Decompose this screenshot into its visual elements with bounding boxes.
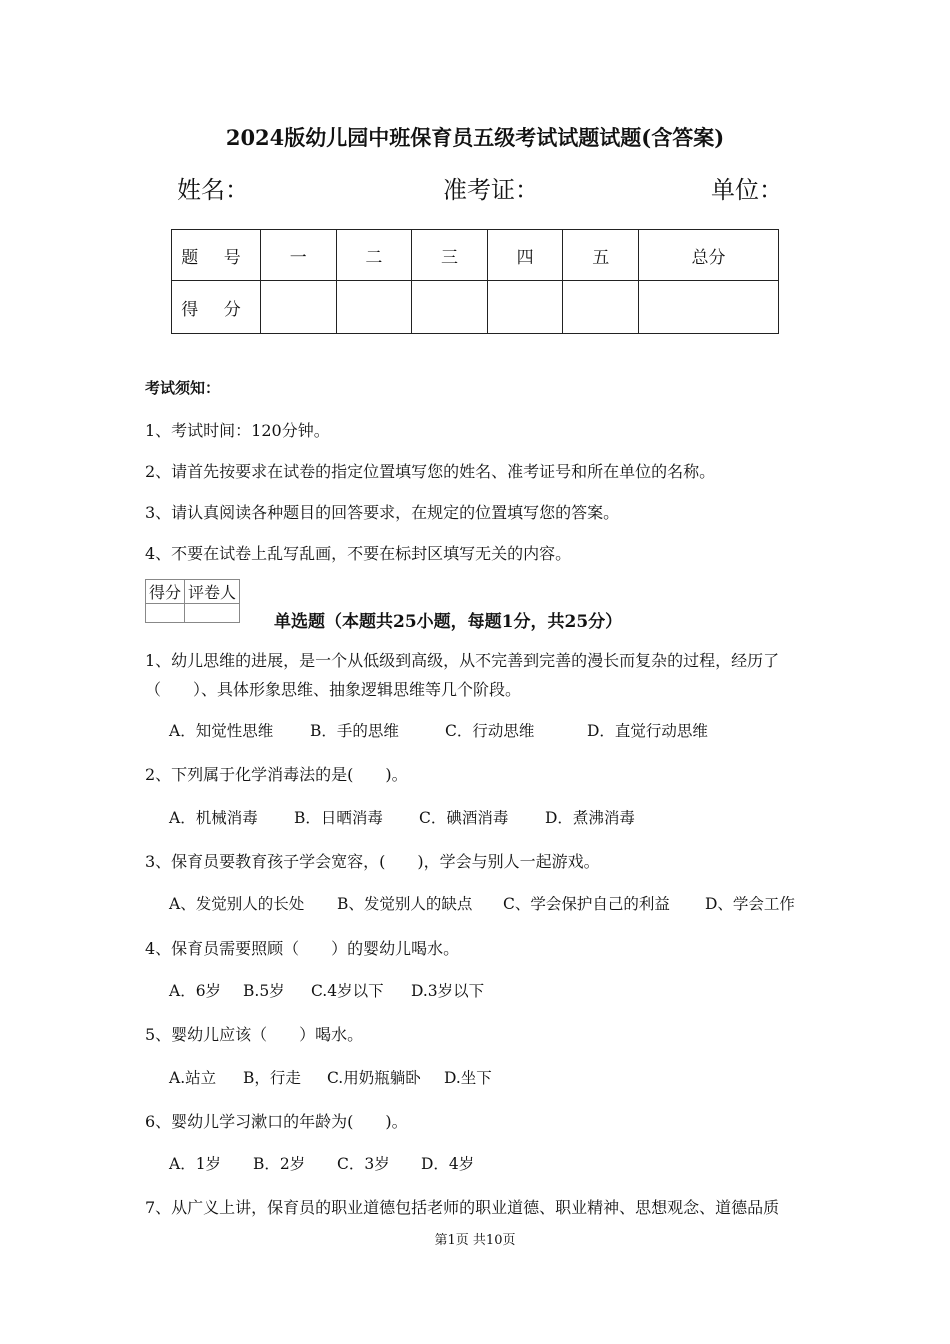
score-table-score-row bbox=[172, 281, 779, 334]
option[interactable]: C．行动思维 bbox=[445, 722, 535, 740]
option[interactable]: D．直觉行动思维 bbox=[587, 722, 708, 740]
option-row bbox=[169, 979, 484, 1001]
question-text: 5、婴幼儿应该（ ）喝水。 bbox=[145, 1025, 364, 1044]
option[interactable]: C、学会保护自己的利益 bbox=[503, 895, 670, 913]
question-text: 4、保育员需要照顾（ ）的婴幼儿喝水。 bbox=[145, 939, 460, 958]
score-input-cell[interactable] bbox=[261, 281, 337, 334]
question-text: 1、幼儿思维的进展，是一个从低级到高级，从不完善到完善的漫长而复杂的过程，经历了 bbox=[145, 651, 780, 670]
notice-item: 2、请首先按要求在试卷的指定位置填写您的姓名、准考证号和所在单位的名称。 bbox=[145, 462, 716, 481]
option[interactable]: D．煮沸消毒 bbox=[545, 809, 635, 827]
score-input-cell[interactable] bbox=[412, 281, 488, 334]
notice-item: 4、不要在试卷上乱写乱画，不要在标封区填写无关的内容。 bbox=[145, 544, 572, 563]
grader-score-label: 得分 bbox=[146, 580, 185, 604]
notice-item: 3、请认真阅读各种题目的回答要求，在规定的位置填写您的答案。 bbox=[145, 503, 620, 522]
option[interactable]: A．知觉性思维 bbox=[169, 722, 274, 740]
question-text: 2、下列属于化学消毒法的是( )。 bbox=[145, 765, 408, 784]
question-text: 3、保育员要教育孩子学会宽容，( )，学会与别人一起游戏。 bbox=[145, 852, 600, 871]
option[interactable]: D.坐下 bbox=[444, 1069, 492, 1087]
page-number: 第1页 共10页 bbox=[434, 1233, 516, 1248]
option[interactable]: B．2岁 bbox=[253, 1155, 306, 1173]
option[interactable]: B．日晒消毒 bbox=[294, 809, 383, 827]
option[interactable]: C．碘酒消毒 bbox=[419, 809, 509, 827]
score-table-cell: 一 bbox=[261, 230, 337, 281]
score-table-cell: 二 bbox=[336, 230, 412, 281]
option[interactable]: B．手的思维 bbox=[310, 722, 399, 740]
score-input-cell[interactable] bbox=[336, 281, 412, 334]
option[interactable]: D．4岁 bbox=[421, 1155, 475, 1173]
option[interactable]: B，行走 bbox=[243, 1069, 301, 1087]
option[interactable]: A．6岁 bbox=[169, 982, 222, 1000]
option[interactable]: A、发觉别人的长处 bbox=[169, 895, 305, 913]
score-table-header-row bbox=[172, 230, 779, 281]
grader-name-label: 评卷人 bbox=[185, 580, 240, 604]
score-table-cell: 得 分 bbox=[172, 281, 261, 334]
option[interactable]: C．3岁 bbox=[337, 1155, 390, 1173]
score-table-cell: 题 号 bbox=[172, 230, 261, 281]
notice-item: 1、考试时间：120分钟。 bbox=[145, 421, 330, 440]
exam-id-label: 准考证： bbox=[443, 176, 539, 204]
score-table-cell: 四 bbox=[487, 230, 563, 281]
score-input-cell[interactable] bbox=[639, 281, 779, 334]
unit-label: 单位： bbox=[711, 176, 783, 204]
section-title: 单选题（本题共25小题，每题1分，共25分） bbox=[274, 612, 623, 632]
name-label: 姓名： bbox=[177, 176, 249, 204]
option-row bbox=[169, 892, 795, 914]
option[interactable]: C.用奶瓶躺卧 bbox=[327, 1069, 421, 1087]
score-input-cell[interactable] bbox=[563, 281, 639, 334]
page-title: 2024版幼儿园中班保育员五级考试试题试题(含答案) bbox=[225, 125, 725, 150]
score-table-cell: 总分 bbox=[639, 230, 779, 281]
grader-score-cell[interactable] bbox=[146, 604, 185, 623]
option[interactable]: D、学会工作 bbox=[705, 895, 795, 913]
option-row bbox=[169, 1152, 474, 1174]
option[interactable]: B、发觉别人的缺点 bbox=[337, 895, 473, 913]
score-table-cell: 五 bbox=[563, 230, 639, 281]
option-row bbox=[169, 1066, 492, 1088]
notice-heading: 考试须知： bbox=[145, 379, 221, 397]
grader-box bbox=[145, 579, 240, 623]
score-table bbox=[171, 229, 779, 334]
option-row bbox=[169, 719, 708, 741]
option[interactable]: B.5岁 bbox=[243, 982, 285, 1000]
score-table-cell: 三 bbox=[412, 230, 488, 281]
option-row bbox=[169, 806, 635, 828]
option[interactable]: C.4岁以下 bbox=[311, 982, 384, 1000]
question-text: 7、从广义上讲，保育员的职业道德包括老师的职业道德、职业精神、思想观念、道德品质 bbox=[145, 1198, 780, 1217]
question-text: 6、婴幼儿学习漱口的年龄为( )。 bbox=[145, 1112, 408, 1131]
score-input-cell[interactable] bbox=[487, 281, 563, 334]
option[interactable]: D.3岁以下 bbox=[411, 982, 485, 1000]
option[interactable]: A．1岁 bbox=[169, 1155, 222, 1173]
question-text: （ ）、具体形象思维、抽象逻辑思维等几个阶段。 bbox=[145, 680, 522, 699]
option[interactable]: A.站立 bbox=[169, 1069, 217, 1087]
grader-name-cell[interactable] bbox=[185, 604, 240, 623]
option[interactable]: A．机械消毒 bbox=[169, 809, 258, 827]
